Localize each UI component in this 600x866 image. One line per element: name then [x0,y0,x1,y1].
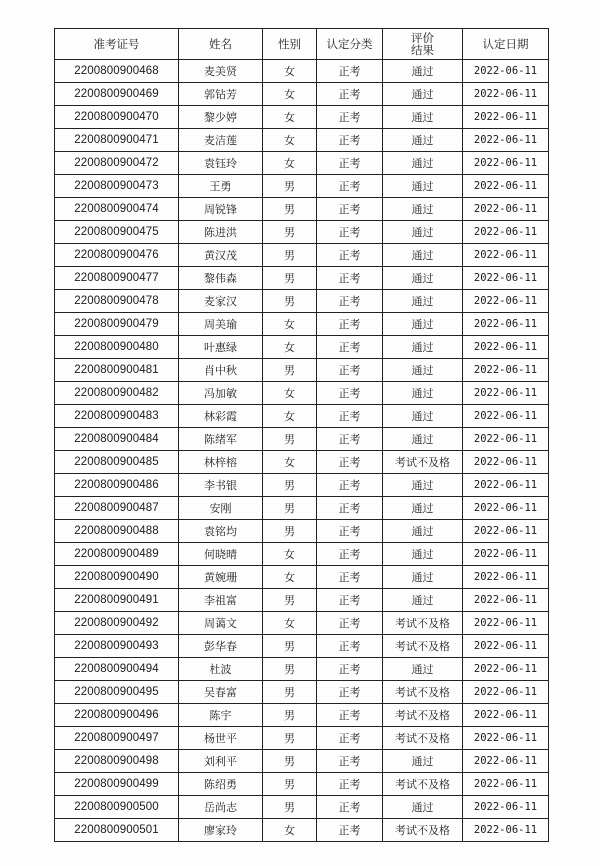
cell-exam-id: 2200800900472 [55,152,179,175]
cell-exam-id: 2200800900490 [55,566,179,589]
table-row [55,681,549,704]
header-result [383,29,463,60]
cell-category: 正考 [317,359,383,382]
cell-category: 正考 [317,106,383,129]
header-result-line2: 结果 [411,43,434,57]
cell-name: 黄汉茂 [179,244,263,267]
cell-name: 陈进洪 [179,221,263,244]
cell-category: 正考 [317,566,383,589]
cell-date: 2022-06-11 [463,635,549,658]
header-name: 姓名 [179,29,263,60]
cell-name: 廖家玲 [179,819,263,842]
cell-date: 2022-06-11 [463,727,549,750]
cell-date: 2022-06-11 [463,221,549,244]
table-row [55,727,549,750]
cell-result: 通过 [383,405,463,428]
table-row [55,543,549,566]
cell-name: 周蔼文 [179,612,263,635]
cell-category: 正考 [317,658,383,681]
cell-exam-id: 2200800900468 [55,60,179,83]
cell-date: 2022-06-11 [463,60,549,83]
cell-result: 通过 [383,60,463,83]
header-category: 认定分类 [317,29,383,60]
cell-date: 2022-06-11 [463,359,549,382]
table-row [55,658,549,681]
cell-date: 2022-06-11 [463,612,549,635]
cell-exam-id: 2200800900501 [55,819,179,842]
table-row [55,750,549,773]
cell-name: 李祖富 [179,589,263,612]
cell-result: 通过 [383,198,463,221]
cell-category: 正考 [317,313,383,336]
cell-gender: 男 [263,359,317,382]
table-row [55,198,549,221]
cell-gender: 男 [263,267,317,290]
cell-exam-id: 2200800900491 [55,589,179,612]
cell-result: 通过 [383,428,463,451]
header-exam-id: 准考证号 [55,29,179,60]
cell-date: 2022-06-11 [463,313,549,336]
cell-category: 正考 [317,543,383,566]
cell-gender: 男 [263,290,317,313]
cell-exam-id: 2200800900494 [55,658,179,681]
cell-date: 2022-06-11 [463,451,549,474]
table-row [55,405,549,428]
cell-exam-id: 2200800900485 [55,451,179,474]
cell-gender: 女 [263,451,317,474]
cell-date: 2022-06-11 [463,589,549,612]
cell-gender: 男 [263,244,317,267]
cell-category: 正考 [317,681,383,704]
cell-gender: 女 [263,543,317,566]
cell-exam-id: 2200800900469 [55,83,179,106]
cell-gender: 男 [263,497,317,520]
cell-name: 冯加敏 [179,382,263,405]
cell-gender: 女 [263,566,317,589]
cell-gender: 男 [263,589,317,612]
cell-date: 2022-06-11 [463,428,549,451]
cell-category: 正考 [317,198,383,221]
cell-gender: 男 [263,635,317,658]
table-row [55,106,549,129]
cell-exam-id: 2200800900489 [55,543,179,566]
cell-exam-id: 2200800900482 [55,382,179,405]
cell-category: 正考 [317,451,383,474]
cell-date: 2022-06-11 [463,773,549,796]
exam-results-table [54,28,549,842]
cell-category: 正考 [317,589,383,612]
cell-category: 正考 [317,750,383,773]
cell-date: 2022-06-11 [463,267,549,290]
cell-exam-id: 2200800900498 [55,750,179,773]
cell-gender: 男 [263,474,317,497]
table-row [55,336,549,359]
cell-gender: 女 [263,382,317,405]
cell-result: 通过 [383,566,463,589]
table-row [55,451,549,474]
cell-result: 通过 [383,313,463,336]
cell-result: 通过 [383,175,463,198]
cell-category: 正考 [317,244,383,267]
table-row [55,589,549,612]
table-row [55,129,549,152]
cell-gender: 男 [263,428,317,451]
cell-category: 正考 [317,175,383,198]
cell-date: 2022-06-11 [463,382,549,405]
table-row [55,474,549,497]
table-row [55,773,549,796]
cell-category: 正考 [317,428,383,451]
cell-name: 周锐锋 [179,198,263,221]
table-row [55,819,549,842]
cell-date: 2022-06-11 [463,198,549,221]
cell-category: 正考 [317,612,383,635]
cell-name: 陈绍勇 [179,773,263,796]
cell-name: 王勇 [179,175,263,198]
cell-result: 通过 [383,497,463,520]
cell-name: 袁钰玲 [179,152,263,175]
cell-category: 正考 [317,152,383,175]
cell-name: 林梓榕 [179,451,263,474]
cell-exam-id: 2200800900487 [55,497,179,520]
cell-category: 正考 [317,704,383,727]
cell-result: 通过 [383,244,463,267]
table-row [55,267,549,290]
cell-result: 考试不及格 [383,681,463,704]
cell-result: 通过 [383,359,463,382]
cell-exam-id: 2200800900492 [55,612,179,635]
table-row [55,221,549,244]
cell-result: 通过 [383,474,463,497]
cell-name: 黎伟森 [179,267,263,290]
header-result-line1: 评价 [411,31,434,45]
cell-date: 2022-06-11 [463,520,549,543]
cell-name: 麦洁莲 [179,129,263,152]
cell-gender: 女 [263,83,317,106]
cell-category: 正考 [317,635,383,658]
cell-category: 正考 [317,819,383,842]
cell-result: 通过 [383,152,463,175]
cell-date: 2022-06-11 [463,175,549,198]
cell-gender: 男 [263,198,317,221]
cell-category: 正考 [317,520,383,543]
cell-category: 正考 [317,290,383,313]
cell-gender: 女 [263,60,317,83]
cell-exam-id: 2200800900470 [55,106,179,129]
table-row [55,175,549,198]
cell-gender: 男 [263,681,317,704]
cell-exam-id: 2200800900479 [55,313,179,336]
table-body [55,60,549,842]
cell-name: 杨世平 [179,727,263,750]
table-row [55,382,549,405]
cell-gender: 男 [263,221,317,244]
table-row [55,244,549,267]
cell-result: 考试不及格 [383,819,463,842]
table-row [55,83,549,106]
cell-name: 吴春富 [179,681,263,704]
cell-exam-id: 2200800900476 [55,244,179,267]
cell-result: 通过 [383,106,463,129]
cell-date: 2022-06-11 [463,819,549,842]
table-row [55,60,549,83]
cell-category: 正考 [317,83,383,106]
cell-category: 正考 [317,497,383,520]
cell-name: 麦美贤 [179,60,263,83]
cell-date: 2022-06-11 [463,290,549,313]
cell-gender: 男 [263,175,317,198]
cell-result: 通过 [383,336,463,359]
table-row [55,566,549,589]
cell-gender: 女 [263,152,317,175]
cell-gender: 男 [263,658,317,681]
cell-name: 安刚 [179,497,263,520]
cell-gender: 女 [263,106,317,129]
table-row [55,497,549,520]
cell-gender: 男 [263,520,317,543]
cell-exam-id: 2200800900471 [55,129,179,152]
cell-date: 2022-06-11 [463,244,549,267]
cell-date: 2022-06-11 [463,566,549,589]
cell-result: 通过 [383,750,463,773]
cell-name: 李书银 [179,474,263,497]
cell-exam-id: 2200800900475 [55,221,179,244]
cell-result: 考试不及格 [383,704,463,727]
cell-result: 考试不及格 [383,635,463,658]
cell-gender: 男 [263,796,317,819]
cell-category: 正考 [317,336,383,359]
cell-result: 通过 [383,129,463,152]
cell-name: 彭华春 [179,635,263,658]
cell-gender: 男 [263,727,317,750]
cell-exam-id: 2200800900497 [55,727,179,750]
table-row [55,796,549,819]
cell-result: 通过 [383,267,463,290]
table-row [55,520,549,543]
cell-date: 2022-06-11 [463,129,549,152]
cell-category: 正考 [317,129,383,152]
cell-result: 通过 [383,796,463,819]
cell-category: 正考 [317,267,383,290]
cell-exam-id: 2200800900484 [55,428,179,451]
cell-result: 通过 [383,520,463,543]
cell-name: 林彩霞 [179,405,263,428]
cell-result: 通过 [383,83,463,106]
cell-date: 2022-06-11 [463,750,549,773]
cell-date: 2022-06-11 [463,681,549,704]
cell-exam-id: 2200800900473 [55,175,179,198]
cell-category: 正考 [317,60,383,83]
header-row [55,29,549,60]
cell-gender: 男 [263,704,317,727]
cell-gender: 男 [263,773,317,796]
cell-name: 郭钻芳 [179,83,263,106]
cell-result: 考试不及格 [383,727,463,750]
cell-date: 2022-06-11 [463,796,549,819]
cell-date: 2022-06-11 [463,658,549,681]
table-row [55,290,549,313]
cell-name: 杜波 [179,658,263,681]
cell-exam-id: 2200800900478 [55,290,179,313]
cell-exam-id: 2200800900500 [55,796,179,819]
cell-date: 2022-06-11 [463,336,549,359]
cell-date: 2022-06-11 [463,474,549,497]
cell-name: 袁铭均 [179,520,263,543]
cell-category: 正考 [317,773,383,796]
cell-exam-id: 2200800900496 [55,704,179,727]
cell-category: 正考 [317,405,383,428]
table-row [55,635,549,658]
cell-name: 何晓晴 [179,543,263,566]
table-row [55,704,549,727]
cell-name: 黎少婷 [179,106,263,129]
cell-category: 正考 [317,474,383,497]
cell-gender: 女 [263,336,317,359]
cell-name: 周美瑜 [179,313,263,336]
cell-date: 2022-06-11 [463,83,549,106]
cell-result: 通过 [383,382,463,405]
cell-result: 通过 [383,290,463,313]
table-row [55,359,549,382]
cell-result: 考试不及格 [383,451,463,474]
cell-category: 正考 [317,796,383,819]
table-header [55,29,549,60]
cell-name: 陈宇 [179,704,263,727]
cell-category: 正考 [317,221,383,244]
cell-result: 通过 [383,543,463,566]
cell-name: 叶惠绿 [179,336,263,359]
cell-gender: 男 [263,750,317,773]
cell-date: 2022-06-11 [463,106,549,129]
cell-date: 2022-06-11 [463,704,549,727]
cell-date: 2022-06-11 [463,405,549,428]
cell-gender: 女 [263,612,317,635]
cell-exam-id: 2200800900488 [55,520,179,543]
cell-exam-id: 2200800900483 [55,405,179,428]
cell-result: 通过 [383,589,463,612]
cell-gender: 女 [263,129,317,152]
cell-exam-id: 2200800900493 [55,635,179,658]
cell-name: 刘利平 [179,750,263,773]
cell-gender: 女 [263,405,317,428]
cell-exam-id: 2200800900480 [55,336,179,359]
table-row [55,313,549,336]
cell-name: 麦家汉 [179,290,263,313]
cell-result: 考试不及格 [383,612,463,635]
cell-exam-id: 2200800900477 [55,267,179,290]
cell-date: 2022-06-11 [463,152,549,175]
cell-exam-id: 2200800900481 [55,359,179,382]
table-row [55,152,549,175]
header-gender: 性别 [263,29,317,60]
header-date: 认定日期 [463,29,549,60]
table-row [55,612,549,635]
cell-date: 2022-06-11 [463,497,549,520]
cell-exam-id: 2200800900499 [55,773,179,796]
cell-name: 黄婉珊 [179,566,263,589]
cell-exam-id: 2200800900474 [55,198,179,221]
table-row [55,428,549,451]
cell-name: 肖中秋 [179,359,263,382]
cell-exam-id: 2200800900495 [55,681,179,704]
cell-name: 陈绪军 [179,428,263,451]
cell-date: 2022-06-11 [463,543,549,566]
cell-name: 岳尚志 [179,796,263,819]
cell-category: 正考 [317,727,383,750]
cell-category: 正考 [317,382,383,405]
cell-result: 通过 [383,221,463,244]
cell-exam-id: 2200800900486 [55,474,179,497]
cell-gender: 女 [263,819,317,842]
cell-result: 通过 [383,658,463,681]
cell-result: 考试不及格 [383,773,463,796]
cell-gender: 女 [263,313,317,336]
